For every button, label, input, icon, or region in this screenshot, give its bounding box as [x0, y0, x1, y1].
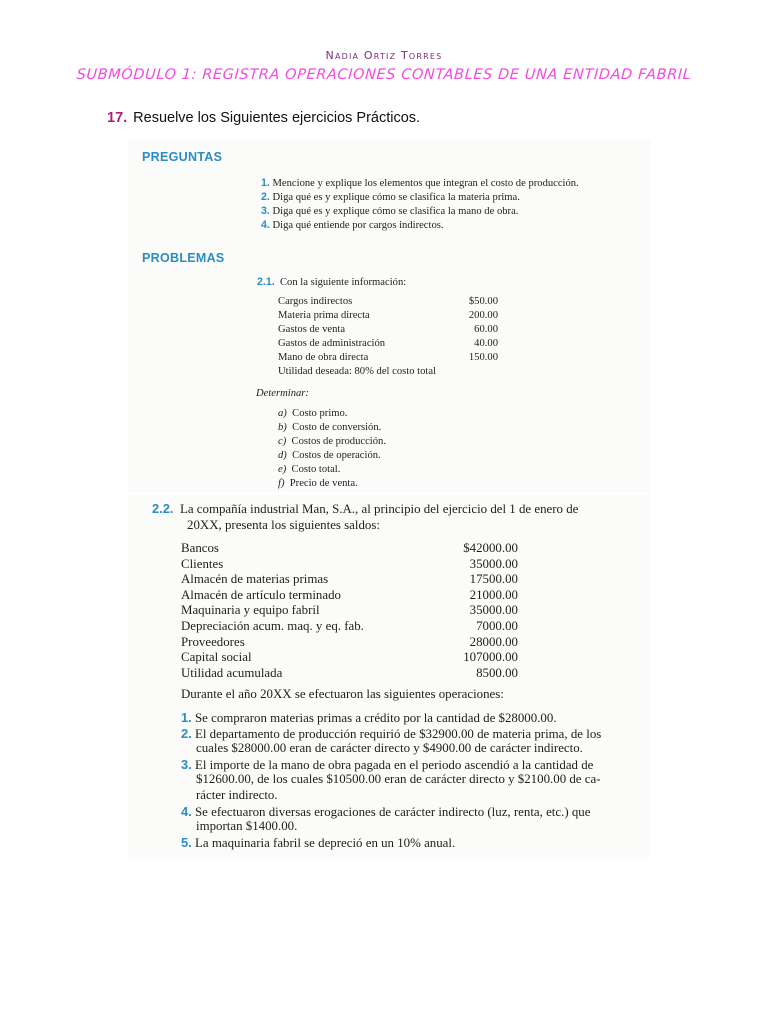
p21-item: b) Costo de conversión.	[278, 422, 382, 433]
p22-op: 4. Se efectuaron diversas erogaciones de carácter indirecto (luz, renta, etc.) que	[181, 803, 591, 819]
p21-row-value: 60.00	[474, 324, 498, 335]
p22-op-cont: rácter indirecto.	[196, 788, 278, 802]
p22-row-value: 35000.00	[469, 556, 518, 571]
p21-item: c) Costos de producción.	[278, 436, 386, 447]
p22-op-cont: cuales $28000.00 eran de carácter directo y $4900.00 de carácter indirecto.	[196, 741, 583, 756]
instruction-text: Resuelve los Siguientes ejercicios Prácticos.	[133, 110, 421, 126]
p22-row-label: Clientes	[181, 556, 224, 571]
question-item: 1. Mencione y explique los elementos que integran el costo de producción.	[261, 177, 579, 189]
p22-intro-line1: 2.2. La compañía industrial Man, S.A., al principio del ejercicio del 1 de enero de	[152, 501, 579, 516]
scan-problem-2-2	[128, 495, 650, 857]
p21-row-value: $50.00	[468, 296, 498, 307]
p22-row-value: $42000.00	[463, 541, 518, 555]
p22-row-label: Proveedores	[181, 634, 245, 649]
p21-row-label: Cargos indirectos	[278, 296, 353, 307]
p21-row-value: 40.00	[474, 338, 498, 349]
author-name: Nadia Ortiz Torres	[325, 49, 443, 62]
p22-op: 5. La maquinaria fabril se depreció en un 10% anual.	[181, 834, 456, 850]
question-item: 4. Diga qué entiende por cargos indirectos.	[261, 219, 444, 231]
problem-2-1-intro: 2.1. Con la siguiente información:	[257, 276, 407, 288]
p22-op: 3. El importe de la mano de obra pagada en el periodo ascendió a la cantidad de	[181, 756, 594, 772]
p22-row-value: 17500.00	[469, 572, 518, 587]
p22-row-label: Almacén de artículo terminado	[181, 587, 341, 602]
p22-op-cont: importan $1400.00.	[196, 819, 298, 834]
preguntas-heading: PREGUNTAS	[142, 150, 223, 164]
p22-durante: Durante el año 20XX se efectuaron las siguientes operaciones:	[181, 687, 504, 701]
p22-row-value: 107000.00	[463, 650, 518, 665]
p22-intro-line2: 20XX, presenta los siguientes saldos:	[187, 518, 380, 532]
p21-row-label: Mano de obra directa	[278, 352, 369, 363]
question-item: 2. Diga qué es y explique cómo se clasifica la materia prima.	[261, 191, 520, 203]
p22-row-label: Bancos	[181, 541, 219, 555]
p21-determinar: Determinar:	[256, 388, 309, 399]
instruction	[107, 110, 420, 126]
p22-row-label: Utilidad acumulada	[181, 665, 283, 680]
p21-row-label: Gastos de administración	[278, 338, 386, 349]
p22-row-label: Capital social	[181, 650, 252, 665]
p21-item: a) Costo primo.	[278, 408, 348, 419]
p22-row-label: Almacén de materias primas	[181, 572, 329, 587]
p22-op: 1. Se compraron materias primas a crédito por la cantidad de $28000.00.	[181, 710, 557, 725]
p22-row-value: 21000.00	[469, 587, 518, 602]
instruction-number: 17.	[107, 110, 128, 126]
p22-row-label: Depreciación acum. maq. y eq. fab.	[181, 619, 364, 633]
question-item: 3. Diga qué es y explique cómo se clasifica la mano de obra.	[261, 205, 519, 217]
p21-item: e) Costo total.	[278, 464, 341, 475]
p22-row-value: 8500.00	[476, 665, 518, 680]
p22-op-cont: $12600.00, de los cuales $10500.00 eran de carácter directo y $2100.00 de ca-	[196, 772, 601, 787]
p21-item: d) Costos de operación.	[278, 450, 381, 461]
p21-row-value: 200.00	[468, 310, 498, 321]
p21-row-label: Materia prima directa	[278, 310, 370, 321]
problemas-heading: PROBLEMAS	[142, 251, 225, 265]
p22-op: 2. El departamento de producción requirió de $32900.00 de materia prima, de los	[181, 725, 602, 741]
p21-item: f) Precio de venta.	[278, 478, 358, 489]
p22-row-value: 28000.00	[469, 634, 518, 649]
p22-row-label: Maquinaria y equipo fabril	[181, 603, 320, 618]
page-subtitle: SUBMÓDULO 1: REGISTRA OPERACIONES CONTABLES DE UNA ENTIDAD FABRIL	[76, 67, 692, 83]
p21-utilidad: Utilidad deseada: 80% del costo total	[278, 366, 436, 377]
p22-row-value: 7000.00	[476, 619, 518, 633]
p21-row-value: 150.00	[468, 352, 498, 363]
scan-preguntas-problemas	[128, 140, 650, 492]
p21-row-label: Gastos de venta	[278, 324, 346, 335]
p22-row-value: 35000.00	[469, 603, 518, 618]
